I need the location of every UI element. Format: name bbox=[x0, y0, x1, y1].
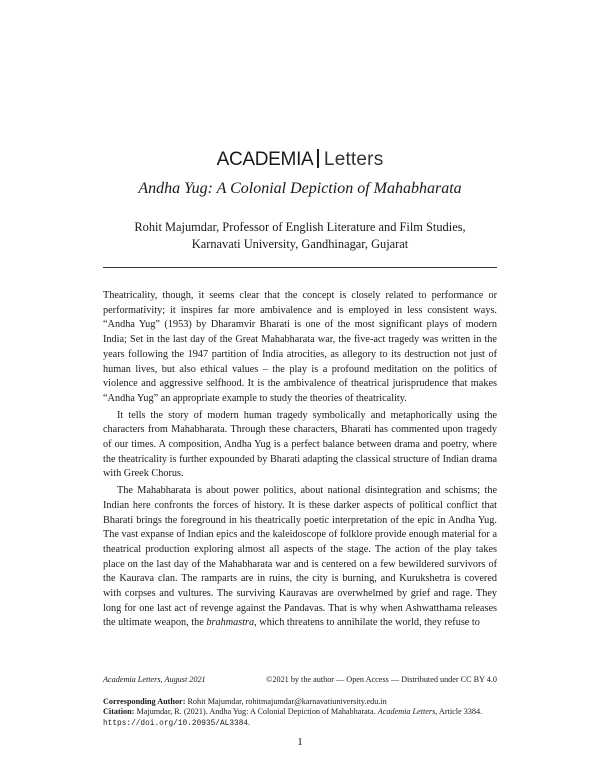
brand-letters: Letters bbox=[323, 149, 384, 170]
paragraph-2: It tells the story of modern human tragedy symbolically and metaphorically using the characters from Mahabharata. Through these characters, Bharati has commented upon tragedy of our times. A composition, Andha Yug is a perfect balance between drama and poetry, where the theatricality is further expounded by Bharati adapting the classical structure of Indian drama with Greek Chorus. bbox=[103, 409, 497, 480]
journal-date: Academia Letters, August 2021 bbox=[103, 675, 206, 684]
page-number: 1 bbox=[297, 736, 303, 748]
corresponding-author bbox=[103, 697, 497, 707]
corr-label: Corresponding Author: bbox=[103, 697, 186, 706]
cite-text: Majumdar, R. (2021). Andha Yug: A Colonial Depiction of Mahabharata. bbox=[134, 707, 378, 717]
brand-academia: ACADEMIA bbox=[216, 149, 314, 170]
paragraph-3-end: , which threatens to annihilate the world, they refuse to bbox=[254, 617, 480, 629]
paragraph-1: Theatricality, though, it seems clear that the concept is closely related to performance or performativity; it inspires far more ambivalence and is employed in less consistent ways. “Andha Yug” (1953) by Dharamvir Bharati is one of the most significant plays of modern India; Set in the last day of the Great Mahabharata war, the five-act tragedy was written in the years following the 1947 partition of India atrocities, as allegory to its destruction not just of human lives, but also ethical values – the play is a profound meditation on the politics of violence and aggressive selfhood. It is the ambivalence of theatrical jurisprudence that makes “Andha Yug” an appropriate example to study the theories of theatricality. bbox=[103, 290, 497, 404]
correspondence-block bbox=[103, 697, 497, 729]
brand-separator bbox=[317, 149, 319, 168]
paragraph-3 bbox=[103, 484, 497, 631]
corr-text: Rohit Majumdar, rohitmajumdar@karnavatiuniversity.edu.in bbox=[185, 697, 387, 706]
license-notice: ©2021 by the author — Open Access — Distributed under CC BY 4.0 bbox=[266, 675, 497, 684]
cite-journal: Academia Letters bbox=[377, 707, 436, 717]
journal-brand bbox=[0, 149, 600, 171]
article-title: Andha Yug: A Colonial Depiction of Mahabharata bbox=[138, 180, 462, 197]
cite-article: , Article 3384. bbox=[435, 707, 483, 717]
paragraph-3-text: The Mahabharata is about power politics, about national disintegration and schisms; the Indian here confronts the forces of history. It is these darker aspects of political conflict that Bharati brings the foreground in his theatrically poetic interpretation of the epic in Andha Yug. The vast expanse of Indian epics and the kaleidoscope of folklore provide enough material for a theatrical production exploring almost all aspects of the stage. The action of the play takes place on the last day of the Mahabharata war and is centered on a few bewildered survivors of the Kaurava clan. The ramparts are in ruins, the city is burning, and Kurukshetra is covered with corpses and vultures. The surviving Kauravas are overwhelmed by grief and rage. They long for one last act of revenge against the Pandavas. That is why when Ashwatthama releases the ultimate weapon, the bbox=[103, 485, 497, 629]
citation bbox=[103, 707, 497, 729]
brahmastra-term: brahmastra bbox=[206, 617, 255, 629]
doi-link[interactable]: https://doi.org/10.20935/AL3384 bbox=[103, 719, 249, 728]
header-divider bbox=[103, 267, 497, 268]
doi-end: . bbox=[248, 717, 251, 727]
author-affiliation: Rohit Majumdar, Professor of English Literature and Film Studies, Karnavati University, Gandhinagar, Gujarat bbox=[134, 220, 466, 251]
cite-label: Citation: bbox=[103, 707, 135, 717]
article-body bbox=[103, 289, 497, 631]
